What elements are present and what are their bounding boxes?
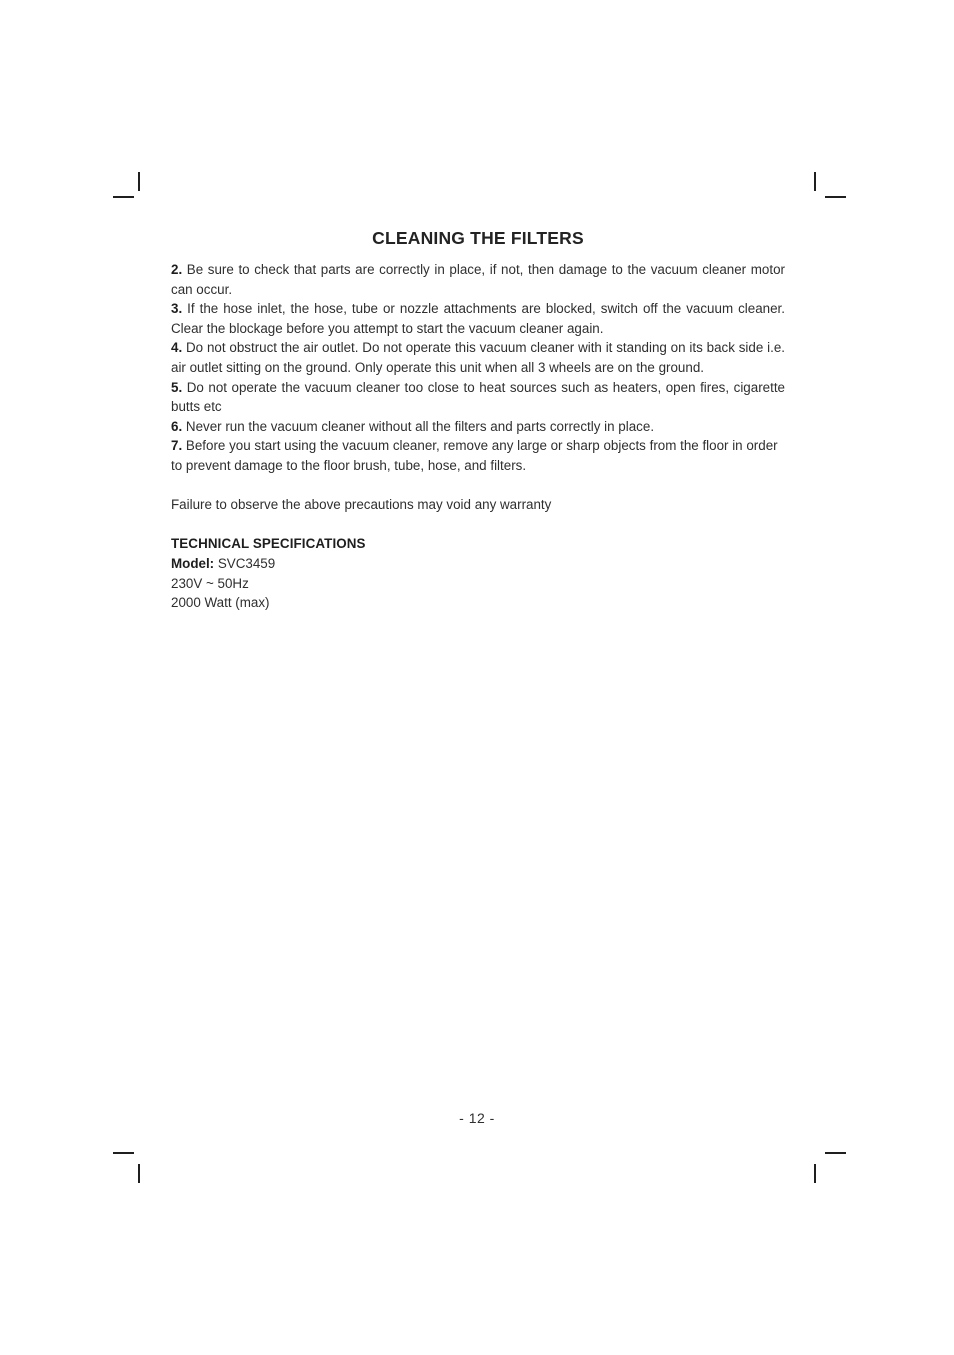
crop-mark-top-left-vertical: [138, 172, 140, 191]
spec-power: 2000 Watt (max): [171, 595, 270, 611]
instruction-number: 5.: [171, 379, 183, 395]
spec-model-value: SVC3459: [214, 555, 276, 571]
instruction-item-5: [171, 378, 785, 417]
instruction-item-2: [171, 260, 785, 299]
instruction-text: Do not operate the vacuum cleaner too close to heat sources such as heaters, open fires, cigarette butts etc: [171, 379, 785, 415]
instruction-item-6: [171, 417, 785, 437]
warranty-note: Failure to observe the above precautions may void any warranty: [171, 497, 552, 513]
instruction-number: 2.: [171, 262, 183, 277]
crop-mark-bottom-left-horizontal: [113, 1152, 134, 1154]
instruction-item-7: [171, 436, 785, 475]
technical-specifications-block: [171, 534, 785, 612]
crop-mark-bottom-right-horizontal: [825, 1152, 846, 1154]
instruction-item-4: [171, 338, 785, 377]
page-content: [171, 228, 785, 613]
instruction-number: 7.: [171, 438, 183, 454]
crop-mark-bottom-right-vertical: [814, 1164, 816, 1183]
crop-mark-top-right-vertical: [814, 172, 816, 191]
instruction-item-3: [171, 299, 785, 338]
technical-specifications-heading: TECHNICAL SPECIFICATIONS: [171, 536, 366, 552]
instruction-text: Never run the vacuum cleaner without all the filters and parts correctly in place.: [182, 418, 655, 434]
instruction-number: 6.: [171, 418, 183, 434]
instruction-text: Be sure to check that parts are correctly in place, if not, then damage to the vacuum cleaner motor can occur.: [171, 262, 785, 297]
spec-model-row: [171, 554, 785, 574]
page-number: - 12 -: [459, 1110, 495, 1126]
spec-voltage: 230V ~ 50Hz: [171, 575, 249, 591]
crop-mark-top-right-horizontal: [825, 196, 846, 198]
spec-model-label: Model:: [171, 555, 215, 571]
instruction-text: Before you start using the vacuum cleaner, remove any large or sharp objects from the floor in order to prevent damage to the floor brush, tube, hose, and filters.: [171, 438, 778, 473]
instruction-number: 4.: [171, 340, 183, 356]
page-title: CLEANING THE FILTERS: [372, 228, 584, 248]
instruction-text: Do not obstruct the air outlet. Do not operate this vacuum cleaner with it standing on its back side i.e. air outlet sitting on the ground. Only operate this unit when all 3 wheels are on the ground.: [171, 340, 785, 375]
safety-instructions-list: [171, 260, 785, 476]
paragraph-spacer: [171, 476, 785, 496]
crop-mark-bottom-left-vertical: [138, 1164, 140, 1183]
crop-mark-top-left-horizontal: [113, 196, 134, 198]
instruction-text: If the hose inlet, the hose, tube or nozzle attachments are blocked, switch off the vacuum cleaner. Clear the blockage before you attempt to start the vacuum cleaner again.: [171, 301, 785, 336]
instruction-number: 3.: [171, 301, 183, 317]
